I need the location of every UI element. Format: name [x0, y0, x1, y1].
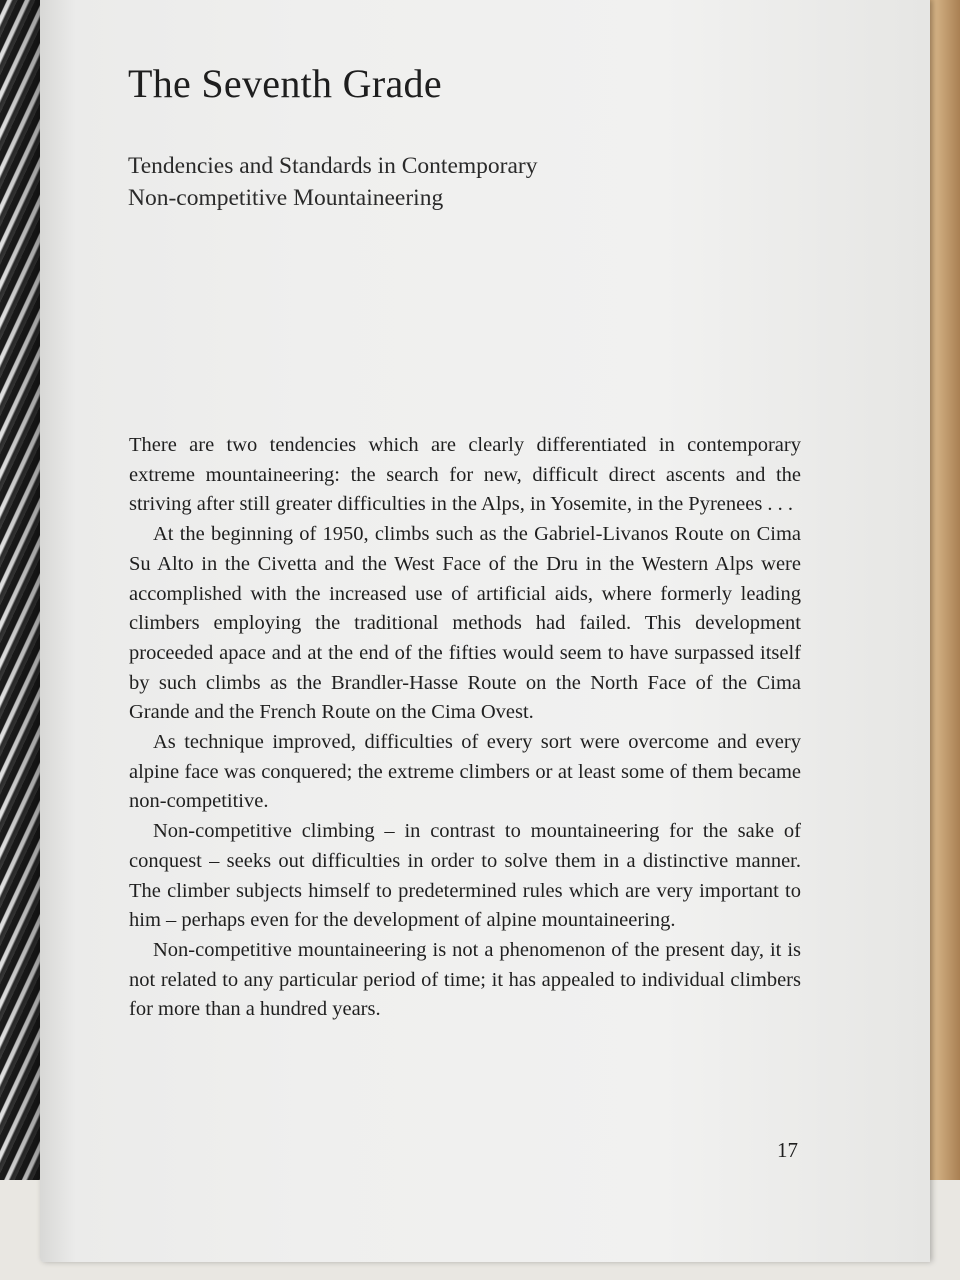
chapter-title: The Seventh Grade [128, 61, 442, 106]
paragraph: As technique improved, difficulties of every sort were overcome and every alpine face was conquered; the extreme climbers or at least some of them became non-competitive. [129, 731, 801, 813]
subtitle-line: Non-competitive Mountaineering [128, 185, 444, 211]
paragraph: Non-competitive climbing – in contrast to mountaineering for the sake of conquest – seeks out difficulties in order to solve them in a distinctive manner. The climber subjects himself to predetermined rules which are very important to him – perhaps even for the development of alpine mountaineering. [129, 820, 801, 932]
paragraph: Non-competitive mountaineering is not a phenomenon of the present day, it is not related to any particular period of time; it has appealed to individual climbers for more than a hundred years. [129, 938, 801, 1021]
book-page [40, 0, 930, 1262]
body-text [129, 431, 801, 1025]
paragraph: There are two tendencies which are clearly differentiated in contemporary extreme mountaineering: the search for new, difficult direct ascents and the striving after still greater difficulties in the Alps, in Yosemite, in the Pyrenees . . . [129, 434, 801, 516]
subtitle-line: Tendencies and Standards in Contemporary [128, 153, 538, 179]
paragraph: At the beginning of 1950, climbs such as the Gabriel-Livanos Route on Cima Su Alto in the Civetta and the West Face of the Dru in the Western Alps were accomplished with the increased use of artificial aids, where formerly leading climbers employing the traditional methods had failed. This development proceeded apace and at the end of the fifties would seem to have surpassed itself by such climbs as the Brandler-Hasse Route on the North Face of the Cima Grande and the French Route on the Cima Ovest. [129, 523, 801, 724]
chapter-subtitle [128, 150, 538, 214]
page-number: 17 [777, 1138, 798, 1162]
